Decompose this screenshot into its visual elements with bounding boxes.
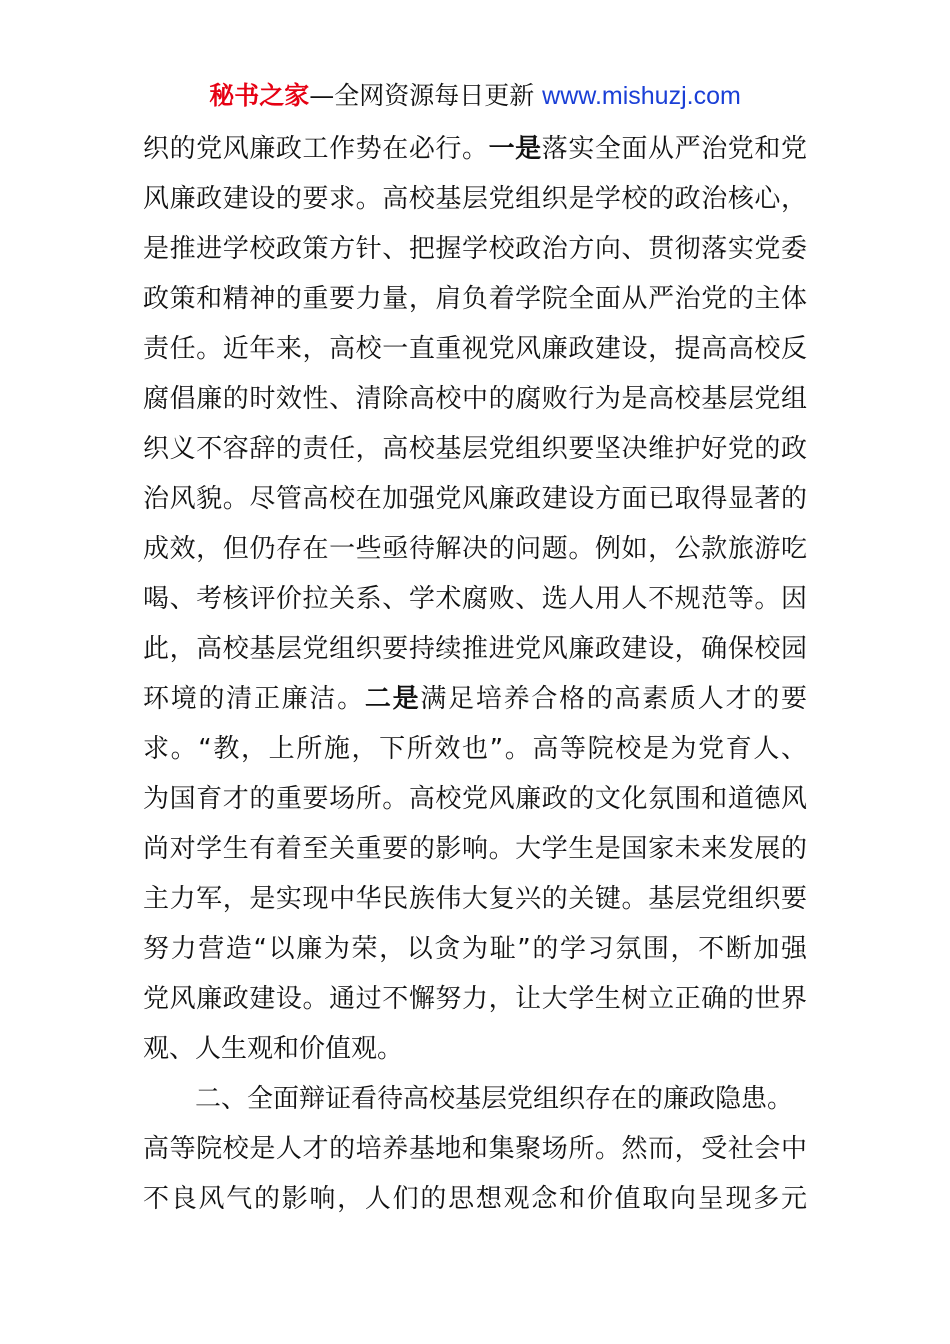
text-line: 此，高校基层党组织要持续推进党风廉政建设，确保校园 [143, 634, 807, 664]
text-line: 尚对学生有着至关重要的影响。大学生是国家未来发展的 [143, 834, 807, 864]
brand-name: 秘书之家 [209, 81, 310, 110]
text-line: 腐倡廉的时效性、清除高校中的腐败行为是高校基层党组 [143, 384, 807, 414]
text-line: 织的党风廉政工作势在必行。一是落实全面从严治党和党 [143, 134, 807, 164]
header-tagline: —全网资源每日更新 [309, 81, 543, 110]
document-body [143, 124, 807, 1224]
text-line: 治风貌。尽管高校在加强党风廉政建设方面已取得显著的 [143, 484, 807, 514]
page-header [0, 78, 950, 114]
bold-keyword: 一是 [488, 134, 542, 164]
text-line: 喝、考核评价拉关系、学术腐败、选人用人不规范等。因 [143, 584, 807, 614]
text-line: 高等院校是人才的培养基地和集聚场所。然而，受社会中 [143, 1134, 807, 1164]
text-line: 观、人生观和价值观。 [143, 1034, 404, 1064]
text-line: 是推进学校政策方针、把握学校政治方向、贯彻落实党委 [143, 234, 807, 264]
text-line: 党风廉政建设。通过不懈努力，让大学生树立正确的世界 [143, 984, 807, 1014]
text-line: 主力军，是实现中华民族伟大复兴的关键。基层党组织要 [143, 884, 807, 914]
section-heading: 二、全面辩证看待高校基层党组织存在的廉政隐患。 [195, 1084, 794, 1114]
text-line: 风廉政建设的要求。高校基层党组织是学校的政治核心， [143, 184, 807, 214]
text-line: 政策和精神的重要力量，肩负着学院全面从严治党的主体 [143, 284, 807, 314]
text-line: 责任。近年来，高校一直重视党风廉政建设，提高高校反 [143, 334, 807, 364]
text-line: 为国育才的重要场所。高校党风廉政的文化氛围和道德风 [143, 784, 807, 814]
text-line: 求。“教，上所施，下所效也”。高等院校是为党育人、 [143, 734, 807, 764]
text-line: 不良风气的影响，人们的思想观念和价值取向呈现多元 [143, 1184, 807, 1214]
text-line: 织义不容辞的责任，高校基层党组织要坚决维护好党的政 [143, 434, 807, 464]
text-line: 努力营造“以廉为荣，以贪为耻”的学习氛围，不断加强 [143, 934, 807, 964]
header-url: www.mishuzj.com [542, 82, 741, 110]
text-line: 环境的清正廉洁。二是满足培养合格的高素质人才的要 [143, 684, 807, 714]
text-line: 成效，但仍存在一些亟待解决的问题。例如，公款旅游吃 [143, 534, 807, 564]
bold-keyword: 二是 [364, 684, 421, 714]
